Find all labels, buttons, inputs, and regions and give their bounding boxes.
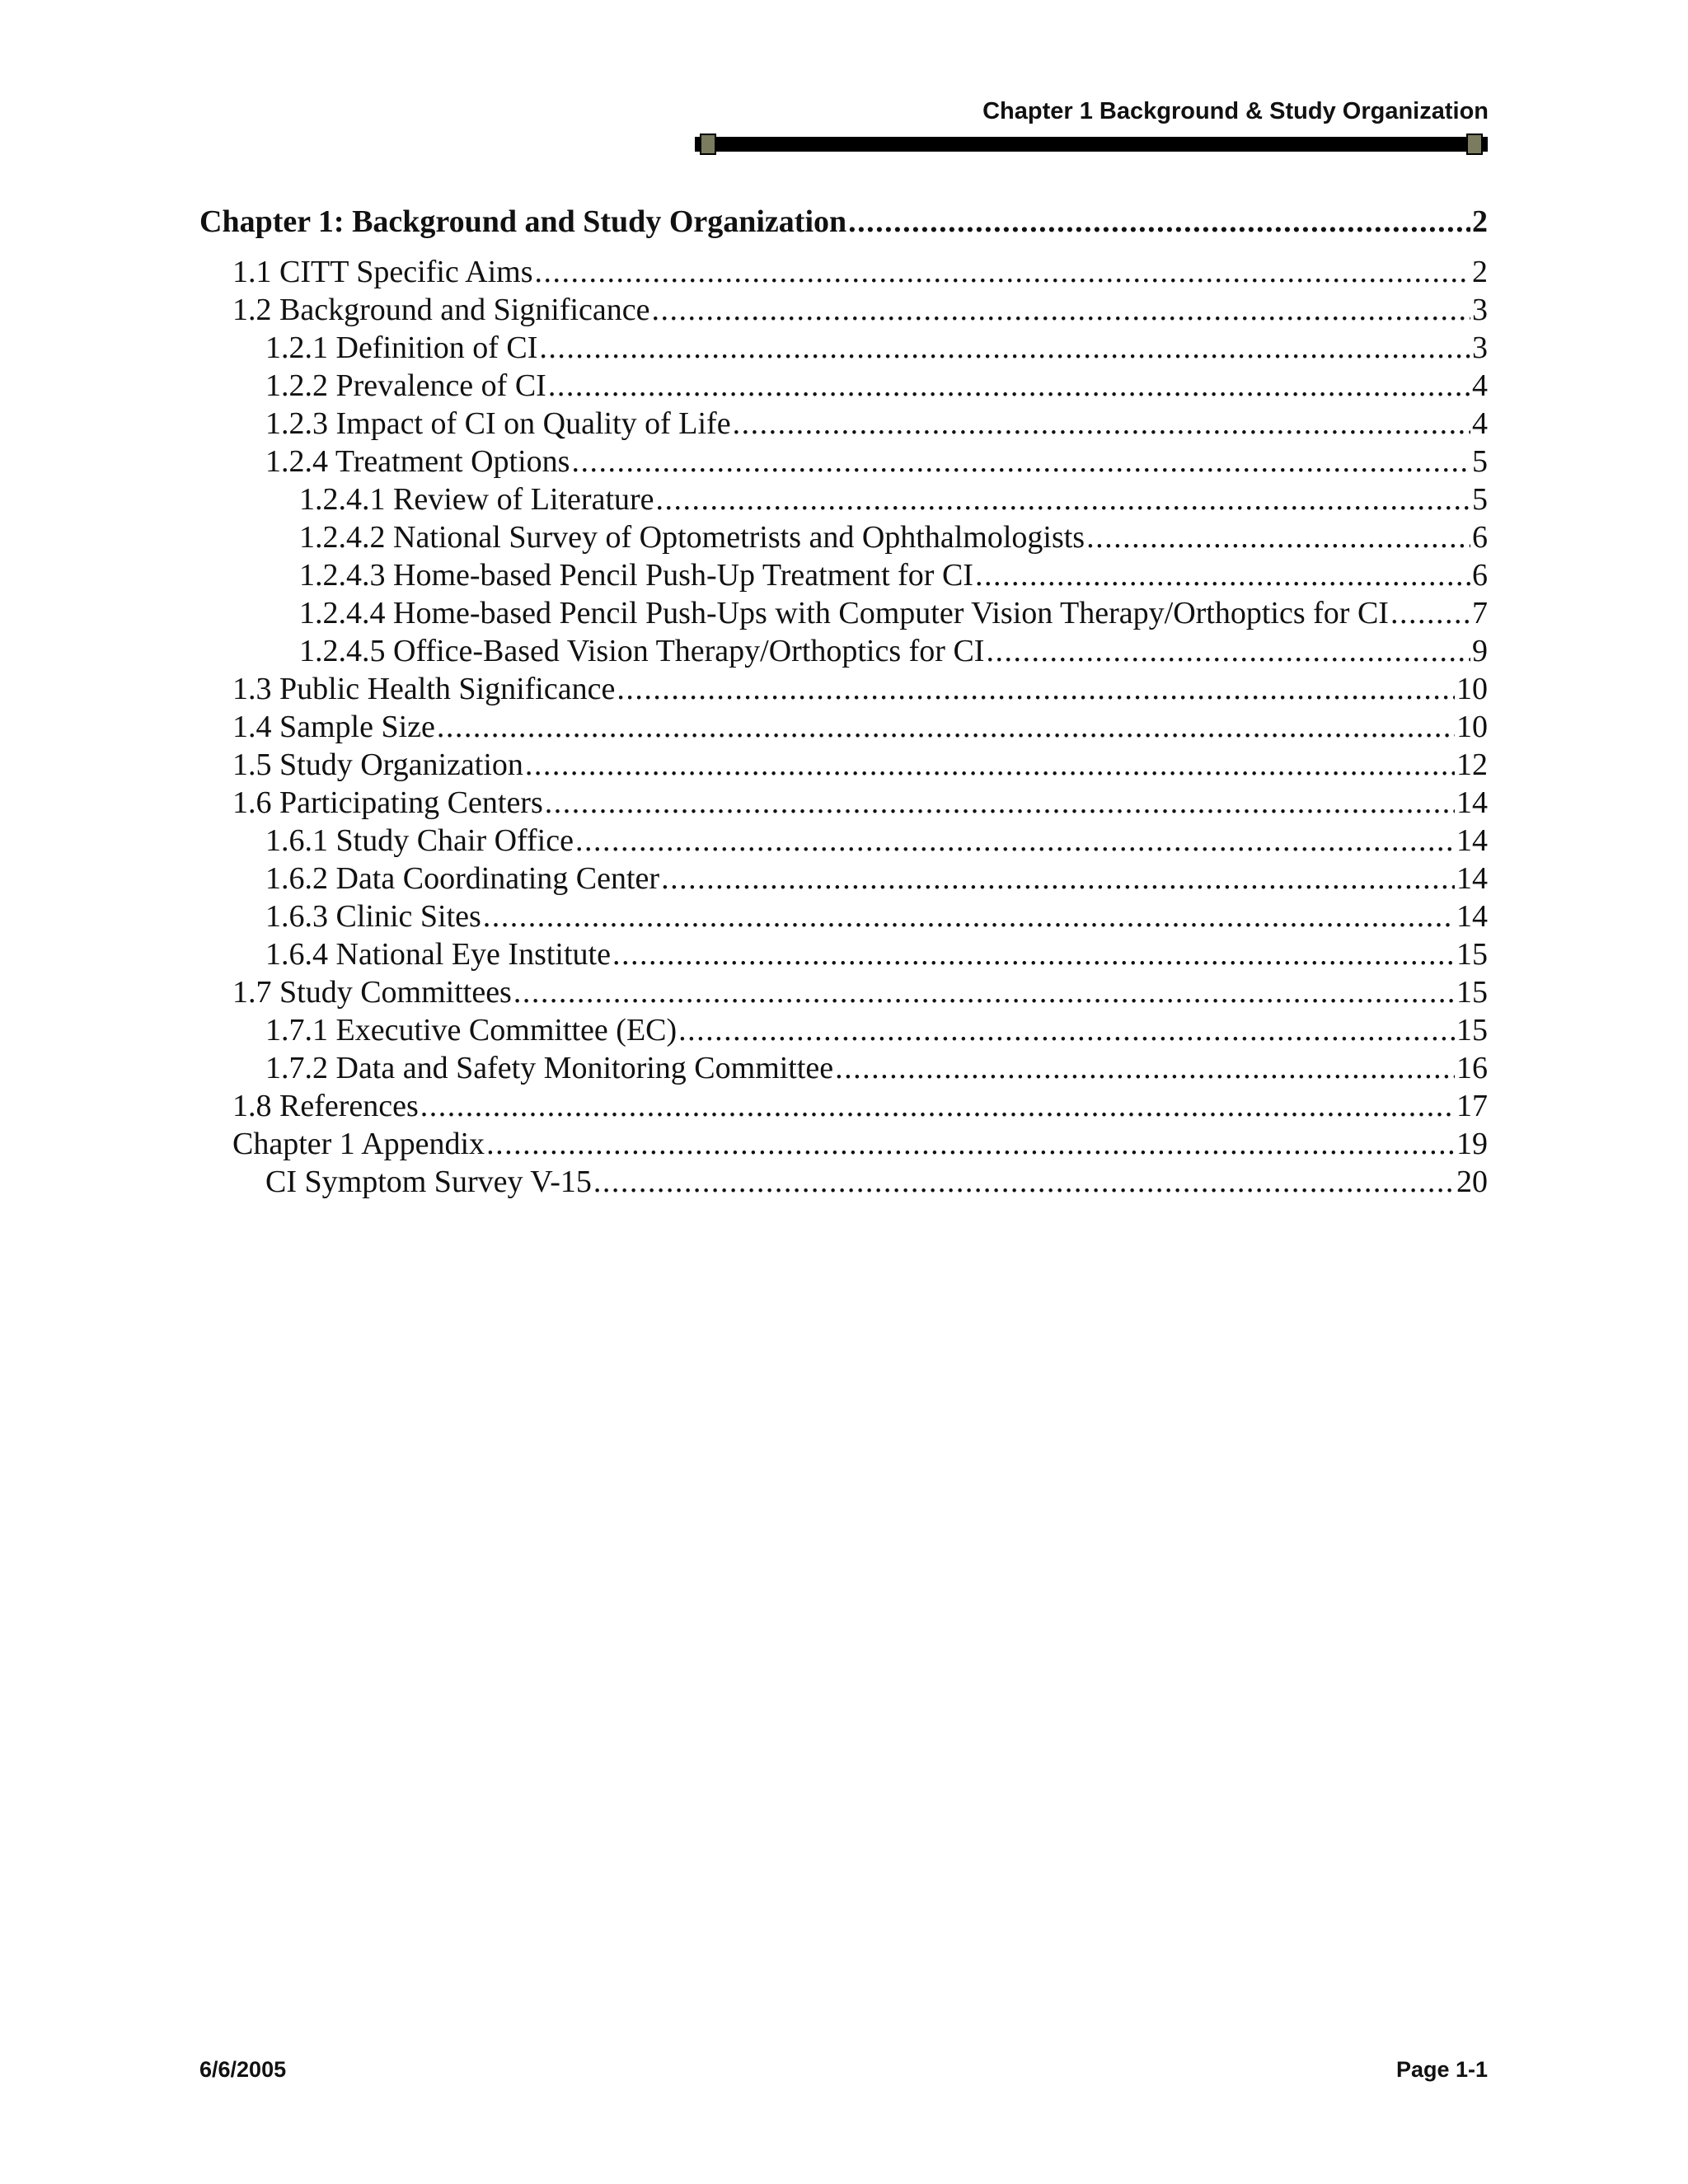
toc-entry-page: 6 <box>1472 558 1488 593</box>
header-rule <box>695 137 1488 152</box>
toc-entry-title: Chapter 1 Appendix <box>232 1127 485 1161</box>
toc-dot-leader <box>1390 594 1470 632</box>
toc-dot-leader <box>486 1125 1455 1163</box>
toc-entry[interactable] <box>199 670 1488 708</box>
toc-dot-leader <box>513 973 1455 1011</box>
toc-chapter-entry[interactable] <box>199 197 1488 246</box>
toc-entry[interactable] <box>199 480 1488 518</box>
toc-dot-leader <box>612 935 1455 973</box>
toc-entry-page: 14 <box>1456 861 1488 896</box>
toc-entry-page: 6 <box>1472 520 1488 555</box>
toc-entry-page: 7 <box>1472 596 1488 630</box>
toc-dot-leader <box>848 197 1470 246</box>
table-of-contents <box>199 197 1488 1201</box>
toc-entry[interactable] <box>199 1087 1488 1125</box>
toc-entry-page: 3 <box>1472 330 1488 365</box>
toc-entry-page: 5 <box>1472 444 1488 479</box>
toc-entry-page: 4 <box>1472 368 1488 403</box>
toc-dot-leader <box>678 1011 1455 1049</box>
toc-dot-leader <box>571 443 1470 480</box>
toc-dot-leader <box>575 822 1455 860</box>
toc-dot-leader <box>986 632 1470 670</box>
toc-entry[interactable] <box>199 822 1488 860</box>
toc-dot-leader <box>483 898 1455 935</box>
toc-entry-page: 3 <box>1472 293 1488 327</box>
toc-entry-page: 10 <box>1456 672 1488 706</box>
toc-dot-leader <box>835 1049 1455 1087</box>
toc-entry-title: 1.5 Study Organization <box>232 748 523 782</box>
toc-entry[interactable] <box>199 746 1488 784</box>
toc-dot-leader <box>420 1087 1455 1125</box>
toc-entry-title: Chapter 1: Background and Study Organization <box>199 204 847 239</box>
toc-entry-title: CI Symptom Survey V-15 <box>265 1165 592 1199</box>
toc-entry-title: 1.6.3 Clinic Sites <box>265 899 481 934</box>
toc-entry-title: 1.2.3 Impact of CI on Quality of Life <box>265 406 731 441</box>
toc-entry[interactable] <box>199 708 1488 746</box>
toc-dot-leader <box>525 746 1455 784</box>
toc-dot-leader <box>617 670 1455 708</box>
toc-entry[interactable] <box>199 518 1488 556</box>
toc-entry-title: 1.2.4 Treatment Options <box>265 444 570 479</box>
toc-entry[interactable] <box>199 632 1488 670</box>
toc-dot-leader <box>593 1163 1455 1201</box>
toc-entry[interactable] <box>199 329 1488 367</box>
toc-entry[interactable] <box>199 860 1488 898</box>
toc-entry-page: 2 <box>1472 255 1488 289</box>
toc-entry-title: 1.2.4.1 Review of Literature <box>299 482 654 517</box>
toc-entry[interactable] <box>199 898 1488 935</box>
footer-date: 6/6/2005 <box>199 2057 287 2082</box>
toc-entry-title: 1.7 Study Committees <box>232 975 512 1010</box>
toc-entry[interactable] <box>199 291 1488 329</box>
toc-dot-leader <box>535 253 1471 291</box>
toc-entry-page: 10 <box>1456 710 1488 744</box>
toc-entry-title: 1.2.1 Definition of CI <box>265 330 538 365</box>
toc-entry-title: 1.1 CITT Specific Aims <box>232 255 533 289</box>
toc-entry-page: 19 <box>1456 1127 1488 1161</box>
toc-entry-title: 1.6.4 National Eye Institute <box>265 937 611 972</box>
toc-entry[interactable] <box>199 443 1488 480</box>
toc-entry-page: 16 <box>1456 1051 1488 1085</box>
toc-entry-title: 1.8 References <box>232 1089 419 1123</box>
toc-entry[interactable] <box>199 973 1488 1011</box>
toc-entry-page: 4 <box>1472 406 1488 441</box>
toc-dot-leader <box>1086 518 1470 556</box>
toc-dot-leader <box>545 784 1455 822</box>
toc-entry-title: 1.6.1 Study Chair Office <box>265 823 574 858</box>
toc-dot-leader <box>656 480 1470 518</box>
toc-entry-page: 9 <box>1472 634 1488 668</box>
toc-entry-page: 12 <box>1456 748 1488 782</box>
toc-entry-page: 15 <box>1456 1013 1488 1047</box>
toc-entry-page: 2 <box>1472 204 1488 239</box>
toc-entry-page: 20 <box>1456 1165 1488 1199</box>
toc-dot-leader <box>975 556 1470 594</box>
toc-entry-title: 1.2.4.2 National Survey of Optometrists and Ophthalmologists <box>299 520 1085 555</box>
toc-dot-leader <box>661 860 1455 898</box>
toc-dot-leader <box>437 708 1455 746</box>
toc-entry-title: 1.6.2 Data Coordinating Center <box>265 861 660 896</box>
toc-entry[interactable] <box>199 1011 1488 1049</box>
toc-entry-title: 1.4 Sample Size <box>232 710 435 744</box>
toc-entry-title: 1.2.4.5 Office-Based Vision Therapy/Orthoptics for CI <box>299 634 985 668</box>
toc-entry[interactable] <box>199 1125 1488 1163</box>
toc-entry[interactable] <box>199 1049 1488 1087</box>
toc-entry-page: 14 <box>1456 785 1488 820</box>
toc-entry-title: 1.2.4.3 Home-based Pencil Push-Up Treatment for CI <box>299 558 973 593</box>
toc-entry-title: 1.2.4.4 Home-based Pencil Push-Ups with Computer Vision Therapy/Orthoptics for CI <box>299 596 1389 630</box>
toc-entry-page: 14 <box>1456 823 1488 858</box>
toc-entry-title: 1.2 Background and Significance <box>232 293 650 327</box>
toc-entry[interactable] <box>199 556 1488 594</box>
toc-entry-page: 15 <box>1456 975 1488 1010</box>
header-rule-right-cap <box>1466 134 1483 155</box>
toc-dot-leader <box>733 405 1470 443</box>
toc-entry[interactable] <box>199 784 1488 822</box>
toc-entry-title: 1.6 Participating Centers <box>232 785 543 820</box>
toc-entry-page: 17 <box>1456 1089 1488 1123</box>
toc-entry[interactable] <box>199 253 1488 291</box>
toc-dot-leader <box>652 291 1470 329</box>
toc-entry-title: 1.3 Public Health Significance <box>232 672 616 706</box>
toc-dot-leader <box>539 329 1470 367</box>
toc-entry[interactable] <box>199 1163 1488 1201</box>
toc-entry[interactable] <box>199 405 1488 443</box>
toc-entry-page: 5 <box>1472 482 1488 517</box>
toc-entry[interactable] <box>199 594 1488 632</box>
running-header: Chapter 1 Background & Study Organization <box>982 98 1489 124</box>
toc-entry-page: 14 <box>1456 899 1488 934</box>
toc-entry-title: 1.2.2 Prevalence of CI <box>265 368 546 403</box>
header-rule-left-cap <box>700 134 716 155</box>
toc-entry-page: 15 <box>1456 937 1488 972</box>
toc-entry[interactable] <box>199 935 1488 973</box>
footer-page-number: Page 1-1 <box>1395 2057 1488 2082</box>
toc-dot-leader <box>548 367 1470 405</box>
toc-entry-title: 1.7.2 Data and Safety Monitoring Committee <box>265 1051 834 1085</box>
toc-entry[interactable] <box>199 367 1488 405</box>
toc-entry-title: 1.7.1 Executive Committee (EC) <box>265 1013 678 1047</box>
